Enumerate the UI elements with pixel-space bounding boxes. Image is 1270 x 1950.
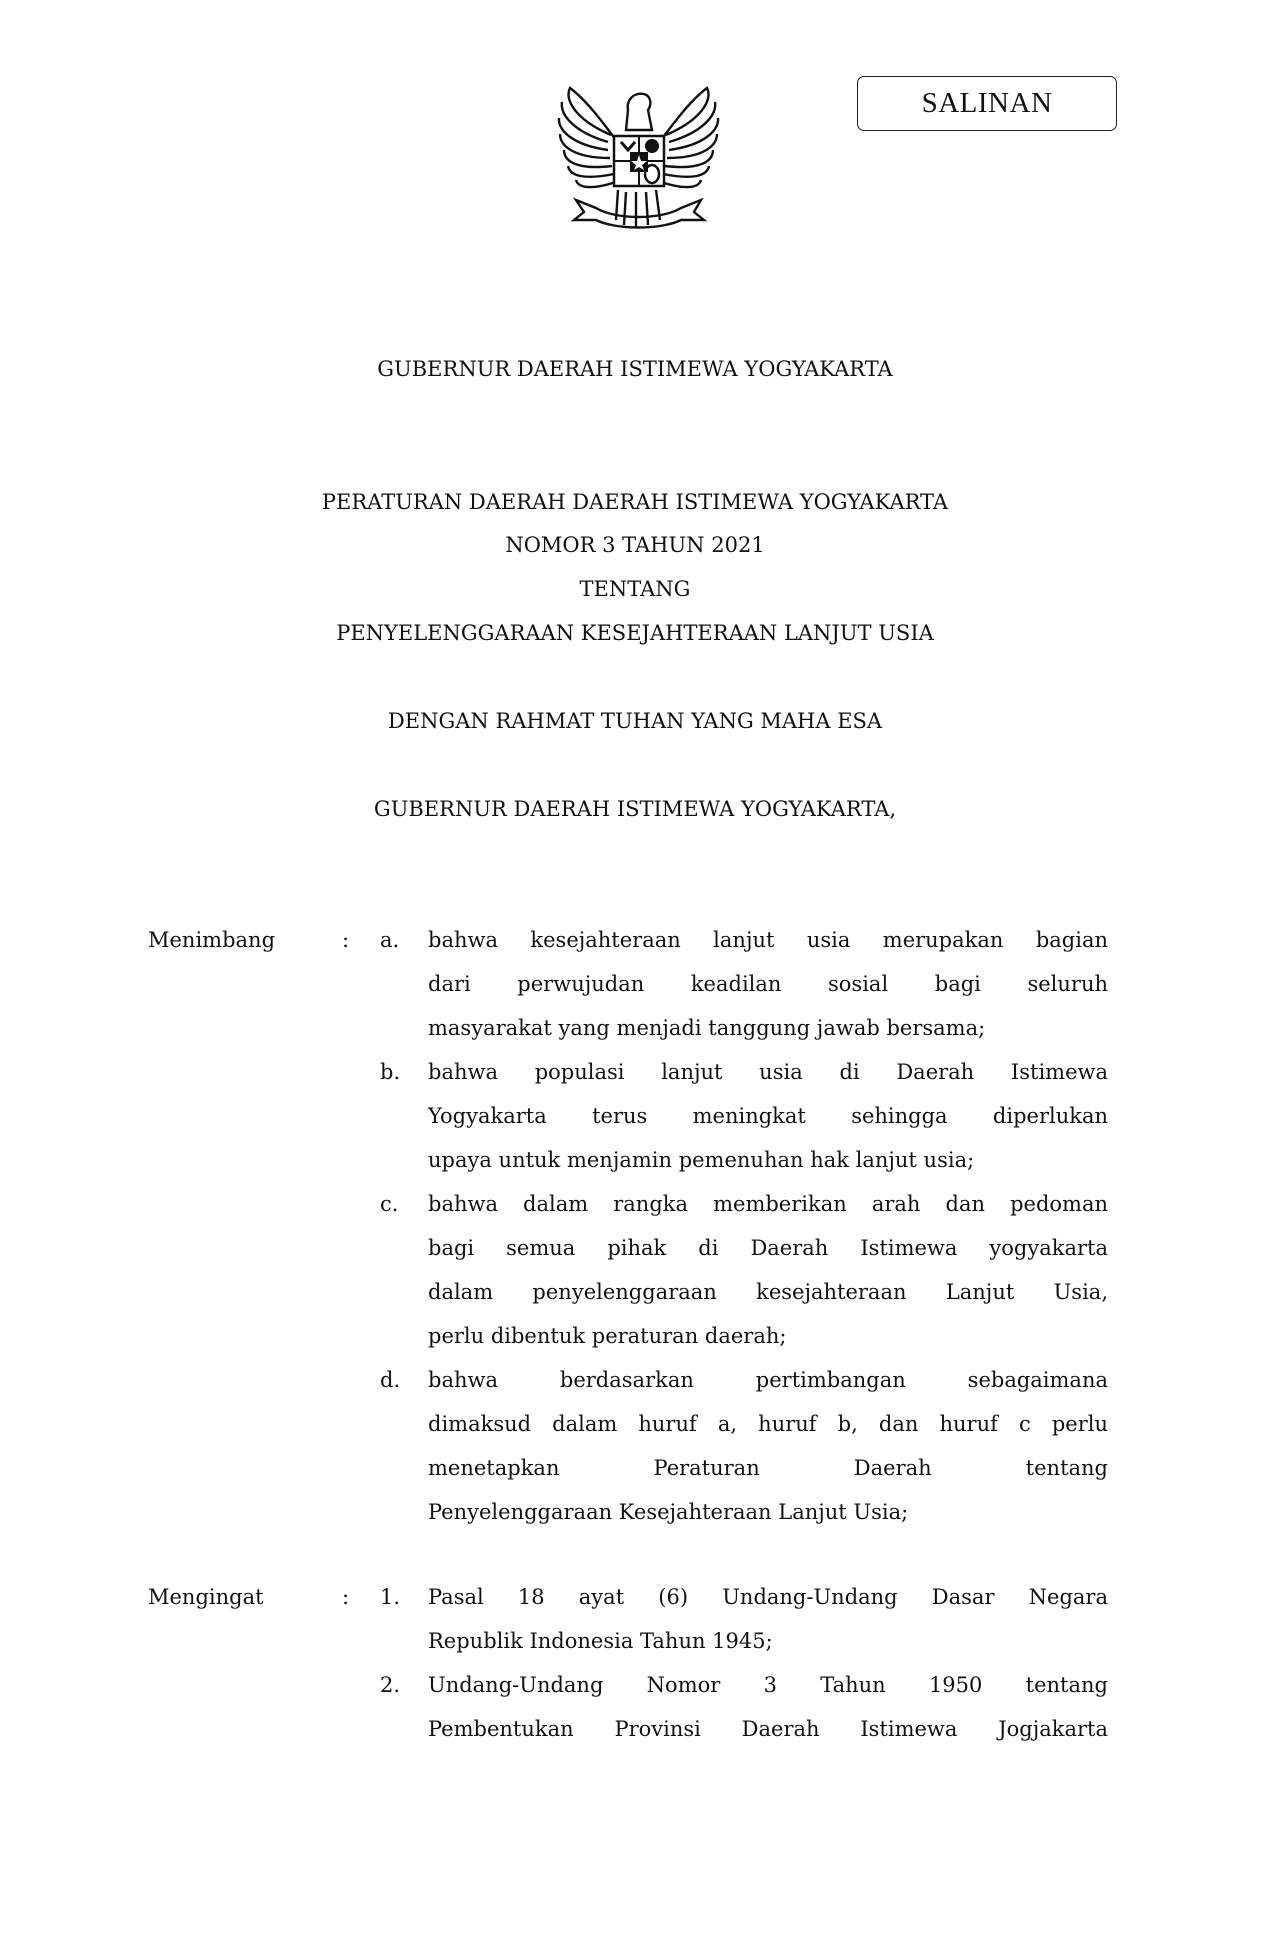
list-item (380, 1050, 1108, 1182)
item-line: dalam penyelenggaraan kesejahteraan Lanjut Usia, (428, 1280, 1108, 1304)
item-line: bahwa berdasarkan pertimbangan sebagaimana (428, 1368, 1108, 1392)
mengingat-list (380, 1575, 1108, 1751)
regulation-number: NOMOR 3 TAHUN 2021 (505, 533, 765, 557)
regulation-tentang: TENTANG (579, 577, 691, 601)
item-marker: 2. (380, 1673, 401, 1697)
list-item (380, 1575, 1108, 1663)
item-marker: c. (380, 1192, 399, 1216)
item-line: perlu dibentuk peraturan daerah; (428, 1324, 787, 1348)
item-line: bahwa dalam rangka memberikan arah dan pedoman (428, 1192, 1108, 1216)
issuer-signoff: GUBERNUR DAERAH ISTIMEWA YOGYAKARTA, (373, 797, 897, 821)
mengingat-colon: : (342, 1585, 350, 1609)
item-line: dimaksud dalam huruf a, huruf b, dan huruf c perlu (428, 1412, 1108, 1436)
item-line: Yogyakarta terus meningkat sehingga diperlukan (428, 1104, 1108, 1128)
mengingat-label: Mengingat (148, 1585, 264, 1609)
item-line: bahwa populasi lanjut usia di Daerah Istimewa (428, 1060, 1108, 1084)
item-line: bahwa kesejahteraan lanjut usia merupakan bagian (428, 928, 1108, 952)
item-marker: b. (380, 1060, 401, 1084)
item-line: menetapkan Peraturan Daerah tentang (428, 1456, 1108, 1480)
item-line: bagi semua pihak di Daerah Istimewa yogyakarta (428, 1236, 1108, 1260)
item-line: upaya untuk menjamin pemenuhan hak lanjut usia; (428, 1148, 975, 1172)
list-item (380, 1182, 1108, 1358)
garuda-pancasila-emblem (556, 80, 721, 245)
item-line: masyarakat yang menjadi tanggung jawab bersama; (428, 1016, 986, 1040)
item-marker: 1. (380, 1585, 401, 1609)
item-line: dari perwujudan keadilan sosial bagi seluruh (428, 972, 1108, 996)
list-item (380, 1358, 1108, 1534)
item-line: Undang-Undang Nomor 3 Tahun 1950 tentang (428, 1673, 1108, 1697)
salinan-stamp (857, 76, 1117, 131)
list-item (380, 918, 1108, 1050)
salinan-label: SALINAN (921, 87, 1053, 119)
item-line: Republik Indonesia Tahun 1945; (428, 1629, 773, 1653)
menimbang-colon: : (342, 928, 350, 952)
item-line: Pembentukan Provinsi Daerah Istimewa Jogjakarta (428, 1717, 1108, 1741)
item-line: Pasal 18 ayat (6) Undang-Undang Dasar Negara (428, 1585, 1108, 1609)
issuer-heading: GUBERNUR DAERAH ISTIMEWA YOGYAKARTA (377, 357, 893, 381)
item-marker: a. (380, 928, 400, 952)
list-item (380, 1663, 1108, 1751)
invocation: DENGAN RAHMAT TUHAN YANG MAHA ESA (387, 709, 883, 733)
item-line: Penyelenggaraan Kesejahteraan Lanjut Usia; (428, 1500, 909, 1524)
menimbang-label: Menimbang (148, 928, 276, 952)
menimbang-list (380, 918, 1108, 1534)
item-marker: d. (380, 1368, 401, 1392)
regulation-subject: PENYELENGGARAAN KESEJAHTERAAN LANJUT USIA (336, 621, 934, 645)
regulation-title-line: PERATURAN DAERAH DAERAH ISTIMEWA YOGYAKARTA (321, 490, 949, 514)
